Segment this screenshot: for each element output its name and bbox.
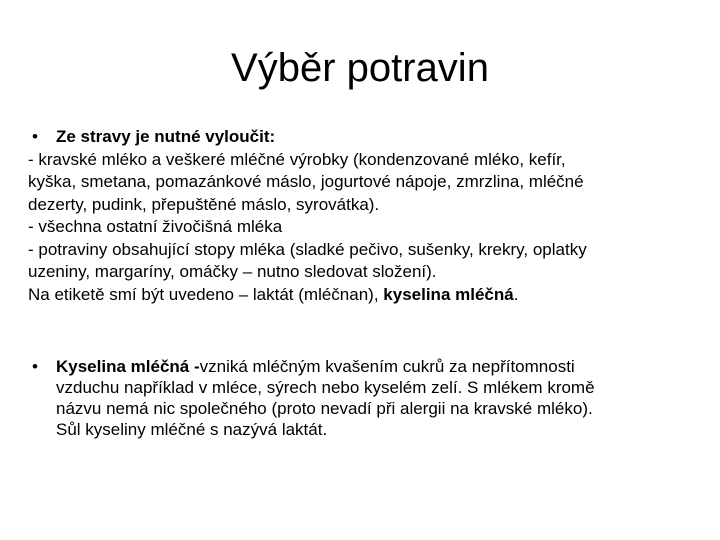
text-line: - všechna ostatní živočišná mléka <box>28 217 283 236</box>
label-note-suffix: . <box>513 284 519 304</box>
lactic-acid-row <box>28 356 708 440</box>
lactic-acid-text <box>56 356 708 440</box>
text-line <box>56 356 708 377</box>
text-line: - potraviny obsahující stopy mléka (sladké pečivo, sušenky, krekry, oplatky <box>28 239 587 259</box>
text-line: kyška, smetana, pomazánkové máslo, jogurtové nápoje, zmrzlina, mléčné <box>28 172 584 191</box>
label-note-prefix: Na etiketě smí být uvedeno – laktát (mléčnan), <box>28 284 384 304</box>
text-line: - kravské mléko a veškeré mléčné výrobky (kondenzované mléko, kefír, <box>28 149 566 169</box>
bullet-marker: • <box>32 127 38 146</box>
slide-title: Výběr potravin <box>231 46 489 90</box>
lactic-acid-section <box>28 356 708 440</box>
text-line: názvu nemá nic společného (proto nevadí při alergii na kravské mléko). <box>56 399 593 418</box>
text-line: uzeniny, margaríny, omáčky – nutno sledovat složení). <box>28 262 437 281</box>
exclusion-heading: Ze stravy je nutné vyloučit: <box>56 127 276 146</box>
text-line: Sůl kyseliny mléčné s nazývá laktát. <box>56 420 328 439</box>
exclusion-heading-row <box>28 126 708 149</box>
text-line: vzduchu například v mléce, sýrech nebo kyselém zelí. S mlékem kromě <box>56 378 595 397</box>
label-note-bold: kyselina mléčná <box>383 284 514 304</box>
lactic-acid-lead: Kyselina mléčná - <box>56 357 200 376</box>
exclusion-section <box>28 126 708 306</box>
bullet-marker: • <box>32 357 38 376</box>
lactic-acid-first-line: vzniká mléčným kvašením cukrů za nepřítomnosti <box>199 357 575 376</box>
text-line: dezerty, pudink, přepuštěné máslo, syrovátka). <box>28 194 380 214</box>
label-note-line <box>28 284 708 307</box>
